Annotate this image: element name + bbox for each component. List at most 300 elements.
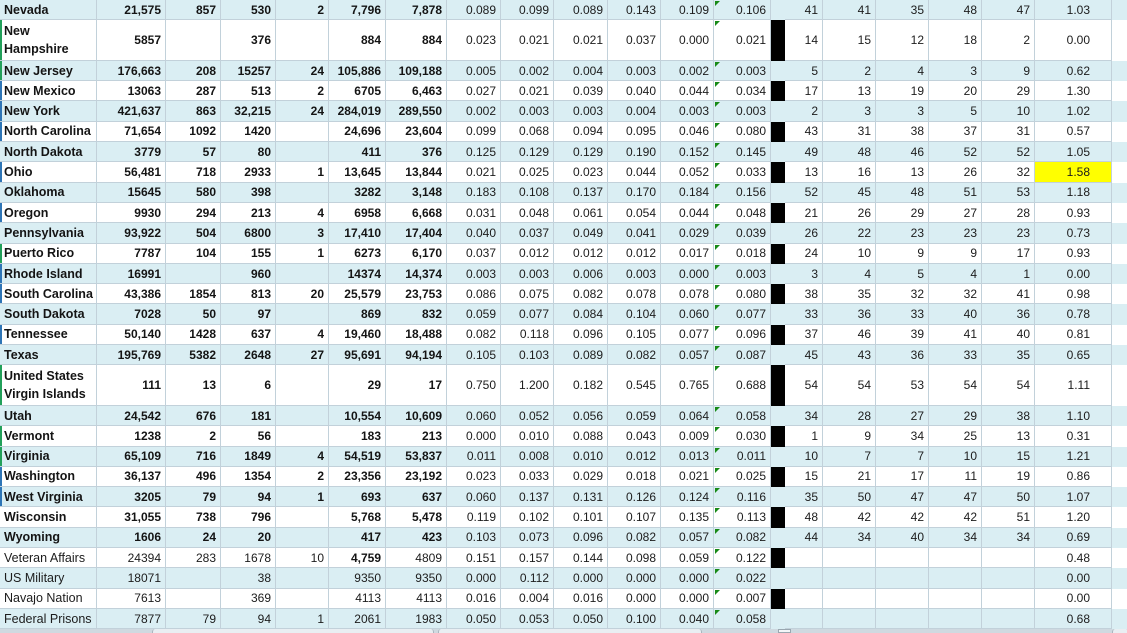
rank-cell[interactable] <box>785 589 823 609</box>
value-cell[interactable] <box>661 284 714 304</box>
ratio-cell[interactable] <box>1035 589 1112 609</box>
rank-cell[interactable] <box>823 548 876 568</box>
value-cell[interactable] <box>221 447 276 467</box>
value-cell[interactable] <box>661 487 714 507</box>
state-name-cell[interactable] <box>0 589 97 609</box>
state-name-cell[interactable] <box>0 548 97 568</box>
ratio-cell[interactable] <box>1035 345 1112 365</box>
value-cell[interactable] <box>608 284 661 304</box>
rank-cell[interactable] <box>823 264 876 284</box>
value-cell[interactable] <box>501 568 554 588</box>
rank-cell[interactable] <box>785 426 823 446</box>
value-cell[interactable] <box>661 568 714 588</box>
value-cell[interactable] <box>329 365 386 406</box>
rank-cell[interactable] <box>982 162 1035 182</box>
value-cell[interactable] <box>501 365 554 406</box>
value-cell[interactable] <box>97 447 166 467</box>
value-cell[interactable] <box>554 365 608 406</box>
value-cell[interactable] <box>166 548 221 568</box>
scrollbar-segment[interactable] <box>438 629 702 633</box>
formula-cell[interactable] <box>714 365 771 406</box>
ratio-cell[interactable] <box>1035 0 1112 20</box>
value-cell[interactable] <box>386 101 447 121</box>
value-cell[interactable] <box>97 609 166 629</box>
state-name-cell[interactable] <box>0 142 97 162</box>
state-name-cell[interactable] <box>0 61 97 81</box>
value-cell[interactable] <box>329 406 386 426</box>
value-cell[interactable] <box>221 507 276 527</box>
value-cell[interactable] <box>608 447 661 467</box>
value-cell[interactable] <box>501 122 554 142</box>
state-name-cell[interactable] <box>0 609 97 629</box>
value-cell[interactable] <box>661 528 714 548</box>
highlighted-cell[interactable] <box>1035 162 1112 182</box>
rank-cell[interactable] <box>982 325 1035 345</box>
rank-cell[interactable] <box>982 406 1035 426</box>
rank-cell[interactable] <box>876 609 929 629</box>
value-cell[interactable] <box>276 203 329 223</box>
value-cell[interactable] <box>329 487 386 507</box>
value-cell[interactable] <box>329 223 386 243</box>
state-name-cell[interactable] <box>0 244 97 264</box>
value-cell[interactable] <box>329 284 386 304</box>
rank-cell[interactable] <box>982 244 1035 264</box>
formula-cell[interactable] <box>714 325 771 345</box>
value-cell[interactable] <box>276 223 329 243</box>
value-cell[interactable] <box>97 0 166 20</box>
value-cell[interactable] <box>554 447 608 467</box>
value-cell[interactable] <box>97 244 166 264</box>
value-cell[interactable] <box>97 568 166 588</box>
rank-cell[interactable] <box>929 609 982 629</box>
value-cell[interactable] <box>554 345 608 365</box>
value-cell[interactable] <box>447 223 501 243</box>
state-name-cell[interactable] <box>0 183 97 203</box>
value-cell[interactable] <box>501 264 554 284</box>
value-cell[interactable] <box>447 142 501 162</box>
value-cell[interactable] <box>386 609 447 629</box>
value-cell[interactable] <box>221 467 276 487</box>
rank-cell[interactable] <box>785 20 823 61</box>
rank-cell[interactable] <box>876 61 929 81</box>
value-cell[interactable] <box>447 345 501 365</box>
value-cell[interactable] <box>554 142 608 162</box>
value-cell[interactable] <box>608 264 661 284</box>
value-cell[interactable] <box>501 609 554 629</box>
rank-cell[interactable] <box>929 345 982 365</box>
rank-cell[interactable] <box>823 325 876 345</box>
value-cell[interactable] <box>276 528 329 548</box>
value-cell[interactable] <box>329 589 386 609</box>
value-cell[interactable] <box>608 325 661 345</box>
ratio-cell[interactable] <box>1035 447 1112 467</box>
formula-cell[interactable] <box>714 487 771 507</box>
value-cell[interactable] <box>608 122 661 142</box>
formula-cell[interactable] <box>714 568 771 588</box>
rank-cell[interactable] <box>823 142 876 162</box>
rank-cell[interactable] <box>929 467 982 487</box>
value-cell[interactable] <box>276 142 329 162</box>
rank-cell[interactable] <box>876 162 929 182</box>
value-cell[interactable] <box>501 244 554 264</box>
rank-cell[interactable] <box>929 0 982 20</box>
rank-cell[interactable] <box>982 609 1035 629</box>
value-cell[interactable] <box>447 304 501 324</box>
value-cell[interactable] <box>608 162 661 182</box>
ratio-cell[interactable] <box>1035 20 1112 61</box>
value-cell[interactable] <box>329 81 386 101</box>
value-cell[interactable] <box>329 426 386 446</box>
rank-cell[interactable] <box>785 548 823 568</box>
rank-cell[interactable] <box>876 528 929 548</box>
value-cell[interactable] <box>329 304 386 324</box>
value-cell[interactable] <box>447 507 501 527</box>
value-cell[interactable] <box>386 284 447 304</box>
rank-cell[interactable] <box>982 568 1035 588</box>
formula-cell[interactable] <box>714 183 771 203</box>
value-cell[interactable] <box>501 0 554 20</box>
rank-cell[interactable] <box>823 203 876 223</box>
value-cell[interactable] <box>386 548 447 568</box>
formula-cell[interactable] <box>714 447 771 467</box>
value-cell[interactable] <box>97 507 166 527</box>
value-cell[interactable] <box>447 264 501 284</box>
value-cell[interactable] <box>554 203 608 223</box>
value-cell[interactable] <box>166 609 221 629</box>
value-cell[interactable] <box>166 487 221 507</box>
state-name-cell[interactable] <box>0 568 97 588</box>
rank-cell[interactable] <box>785 264 823 284</box>
value-cell[interactable] <box>97 264 166 284</box>
bottom-scrollbar-strip[interactable] <box>0 629 1127 633</box>
value-cell[interactable] <box>661 122 714 142</box>
value-cell[interactable] <box>97 304 166 324</box>
value-cell[interactable] <box>221 345 276 365</box>
formula-cell[interactable] <box>714 122 771 142</box>
rank-cell[interactable] <box>876 487 929 507</box>
value-cell[interactable] <box>329 264 386 284</box>
ratio-cell[interactable] <box>1035 223 1112 243</box>
formula-cell[interactable] <box>714 162 771 182</box>
value-cell[interactable] <box>166 20 221 61</box>
value-cell[interactable] <box>97 183 166 203</box>
formula-cell[interactable] <box>714 609 771 629</box>
value-cell[interactable] <box>447 122 501 142</box>
value-cell[interactable] <box>97 162 166 182</box>
value-cell[interactable] <box>276 589 329 609</box>
value-cell[interactable] <box>166 447 221 467</box>
value-cell[interactable] <box>447 244 501 264</box>
rank-cell[interactable] <box>929 487 982 507</box>
rank-cell[interactable] <box>785 528 823 548</box>
value-cell[interactable] <box>501 487 554 507</box>
formula-cell[interactable] <box>714 426 771 446</box>
value-cell[interactable] <box>554 81 608 101</box>
rank-cell[interactable] <box>823 406 876 426</box>
value-cell[interactable] <box>447 609 501 629</box>
rank-cell[interactable] <box>876 223 929 243</box>
rank-cell[interactable] <box>982 548 1035 568</box>
value-cell[interactable] <box>661 447 714 467</box>
value-cell[interactable] <box>447 81 501 101</box>
rank-cell[interactable] <box>982 223 1035 243</box>
value-cell[interactable] <box>386 325 447 345</box>
rank-cell[interactable] <box>982 122 1035 142</box>
value-cell[interactable] <box>501 406 554 426</box>
rank-cell[interactable] <box>785 61 823 81</box>
rank-cell[interactable] <box>876 507 929 527</box>
rank-cell[interactable] <box>823 426 876 446</box>
state-name-cell[interactable] <box>0 264 97 284</box>
value-cell[interactable] <box>166 264 221 284</box>
value-cell[interactable] <box>276 101 329 121</box>
state-name-cell[interactable] <box>0 223 97 243</box>
state-name-cell[interactable] <box>0 426 97 446</box>
value-cell[interactable] <box>329 467 386 487</box>
value-cell[interactable] <box>608 61 661 81</box>
formula-cell[interactable] <box>714 589 771 609</box>
value-cell[interactable] <box>661 20 714 61</box>
value-cell[interactable] <box>329 203 386 223</box>
rank-cell[interactable] <box>929 81 982 101</box>
formula-cell[interactable] <box>714 467 771 487</box>
value-cell[interactable] <box>97 203 166 223</box>
formula-cell[interactable] <box>714 507 771 527</box>
value-cell[interactable] <box>608 223 661 243</box>
value-cell[interactable] <box>447 365 501 406</box>
state-name-cell[interactable] <box>0 304 97 324</box>
value-cell[interactable] <box>386 81 447 101</box>
value-cell[interactable] <box>608 345 661 365</box>
value-cell[interactable] <box>276 548 329 568</box>
value-cell[interactable] <box>386 406 447 426</box>
value-cell[interactable] <box>221 244 276 264</box>
rank-cell[interactable] <box>876 264 929 284</box>
value-cell[interactable] <box>97 345 166 365</box>
value-cell[interactable] <box>97 223 166 243</box>
value-cell[interactable] <box>329 101 386 121</box>
formula-cell[interactable] <box>714 101 771 121</box>
rank-cell[interactable] <box>823 528 876 548</box>
value-cell[interactable] <box>97 81 166 101</box>
value-cell[interactable] <box>329 548 386 568</box>
formula-cell[interactable] <box>714 81 771 101</box>
value-cell[interactable] <box>329 609 386 629</box>
state-name-cell[interactable] <box>0 203 97 223</box>
value-cell[interactable] <box>447 548 501 568</box>
rank-cell[interactable] <box>929 183 982 203</box>
formula-cell[interactable] <box>714 345 771 365</box>
formula-cell[interactable] <box>714 406 771 426</box>
rank-cell[interactable] <box>785 162 823 182</box>
value-cell[interactable] <box>386 467 447 487</box>
rank-cell[interactable] <box>876 406 929 426</box>
ratio-cell[interactable] <box>1035 81 1112 101</box>
formula-cell[interactable] <box>714 548 771 568</box>
value-cell[interactable] <box>608 244 661 264</box>
state-name-cell[interactable] <box>0 365 97 406</box>
ratio-cell[interactable] <box>1035 609 1112 629</box>
value-cell[interactable] <box>166 365 221 406</box>
rank-cell[interactable] <box>929 284 982 304</box>
value-cell[interactable] <box>554 284 608 304</box>
value-cell[interactable] <box>447 183 501 203</box>
value-cell[interactable] <box>97 467 166 487</box>
value-cell[interactable] <box>501 162 554 182</box>
rank-cell[interactable] <box>982 0 1035 20</box>
value-cell[interactable] <box>554 406 608 426</box>
value-cell[interactable] <box>166 406 221 426</box>
rank-cell[interactable] <box>876 81 929 101</box>
rank-cell[interactable] <box>982 142 1035 162</box>
state-name-cell[interactable] <box>0 406 97 426</box>
ratio-cell[interactable] <box>1035 467 1112 487</box>
value-cell[interactable] <box>329 244 386 264</box>
value-cell[interactable] <box>501 507 554 527</box>
value-cell[interactable] <box>661 507 714 527</box>
value-cell[interactable] <box>447 528 501 548</box>
value-cell[interactable] <box>501 345 554 365</box>
value-cell[interactable] <box>221 568 276 588</box>
state-name-cell[interactable] <box>0 528 97 548</box>
value-cell[interactable] <box>608 609 661 629</box>
value-cell[interactable] <box>329 122 386 142</box>
rank-cell[interactable] <box>876 101 929 121</box>
formula-cell[interactable] <box>714 223 771 243</box>
value-cell[interactable] <box>386 528 447 548</box>
value-cell[interactable] <box>221 406 276 426</box>
ratio-cell[interactable] <box>1035 528 1112 548</box>
value-cell[interactable] <box>276 20 329 61</box>
formula-cell[interactable] <box>714 203 771 223</box>
rank-cell[interactable] <box>929 162 982 182</box>
rank-cell[interactable] <box>929 61 982 81</box>
ratio-cell[interactable] <box>1035 61 1112 81</box>
value-cell[interactable] <box>501 20 554 61</box>
rank-cell[interactable] <box>876 589 929 609</box>
value-cell[interactable] <box>221 284 276 304</box>
value-cell[interactable] <box>501 589 554 609</box>
rank-cell[interactable] <box>929 264 982 284</box>
rank-cell[interactable] <box>982 264 1035 284</box>
value-cell[interactable] <box>386 507 447 527</box>
state-name-cell[interactable] <box>0 122 97 142</box>
ratio-cell[interactable] <box>1035 507 1112 527</box>
formula-cell[interactable] <box>714 142 771 162</box>
value-cell[interactable] <box>501 223 554 243</box>
rank-cell[interactable] <box>876 325 929 345</box>
rank-cell[interactable] <box>823 365 876 406</box>
value-cell[interactable] <box>554 304 608 324</box>
value-cell[interactable] <box>276 162 329 182</box>
ratio-cell[interactable] <box>1035 304 1112 324</box>
value-cell[interactable] <box>608 507 661 527</box>
ratio-cell[interactable] <box>1035 284 1112 304</box>
value-cell[interactable] <box>166 142 221 162</box>
value-cell[interactable] <box>501 61 554 81</box>
state-name-cell[interactable] <box>0 325 97 345</box>
rank-cell[interactable] <box>823 467 876 487</box>
value-cell[interactable] <box>386 568 447 588</box>
rank-cell[interactable] <box>929 101 982 121</box>
value-cell[interactable] <box>97 365 166 406</box>
value-cell[interactable] <box>97 61 166 81</box>
value-cell[interactable] <box>608 467 661 487</box>
value-cell[interactable] <box>386 589 447 609</box>
value-cell[interactable] <box>554 101 608 121</box>
value-cell[interactable] <box>221 426 276 446</box>
value-cell[interactable] <box>329 507 386 527</box>
value-cell[interactable] <box>221 162 276 182</box>
value-cell[interactable] <box>661 101 714 121</box>
formula-cell[interactable] <box>714 264 771 284</box>
value-cell[interactable] <box>661 203 714 223</box>
value-cell[interactable] <box>386 122 447 142</box>
value-cell[interactable] <box>221 81 276 101</box>
rank-cell[interactable] <box>785 325 823 345</box>
rank-cell[interactable] <box>929 528 982 548</box>
rank-cell[interactable] <box>823 223 876 243</box>
value-cell[interactable] <box>661 244 714 264</box>
value-cell[interactable] <box>501 304 554 324</box>
value-cell[interactable] <box>97 142 166 162</box>
value-cell[interactable] <box>661 223 714 243</box>
value-cell[interactable] <box>608 0 661 20</box>
rank-cell[interactable] <box>785 345 823 365</box>
value-cell[interactable] <box>166 223 221 243</box>
value-cell[interactable] <box>608 528 661 548</box>
value-cell[interactable] <box>608 183 661 203</box>
value-cell[interactable] <box>276 304 329 324</box>
rank-cell[interactable] <box>876 284 929 304</box>
rank-cell[interactable] <box>876 548 929 568</box>
rank-cell[interactable] <box>929 244 982 264</box>
rank-cell[interactable] <box>982 61 1035 81</box>
rank-cell[interactable] <box>823 304 876 324</box>
value-cell[interactable] <box>97 406 166 426</box>
value-cell[interactable] <box>329 568 386 588</box>
value-cell[interactable] <box>661 426 714 446</box>
rank-cell[interactable] <box>929 325 982 345</box>
value-cell[interactable] <box>554 264 608 284</box>
rank-cell[interactable] <box>929 426 982 446</box>
value-cell[interactable] <box>608 20 661 61</box>
state-name-cell[interactable] <box>0 447 97 467</box>
value-cell[interactable] <box>661 0 714 20</box>
ratio-cell[interactable] <box>1035 568 1112 588</box>
value-cell[interactable] <box>608 589 661 609</box>
value-cell[interactable] <box>554 528 608 548</box>
rank-cell[interactable] <box>823 183 876 203</box>
value-cell[interactable] <box>386 264 447 284</box>
value-cell[interactable] <box>447 101 501 121</box>
value-cell[interactable] <box>166 81 221 101</box>
value-cell[interactable] <box>276 61 329 81</box>
rank-cell[interactable] <box>876 447 929 467</box>
value-cell[interactable] <box>447 447 501 467</box>
value-cell[interactable] <box>97 325 166 345</box>
value-cell[interactable] <box>386 223 447 243</box>
value-cell[interactable] <box>661 589 714 609</box>
value-cell[interactable] <box>329 162 386 182</box>
rank-cell[interactable] <box>876 142 929 162</box>
value-cell[interactable] <box>386 142 447 162</box>
formula-cell[interactable] <box>714 528 771 548</box>
value-cell[interactable] <box>166 325 221 345</box>
value-cell[interactable] <box>166 304 221 324</box>
rank-cell[interactable] <box>785 365 823 406</box>
value-cell[interactable] <box>661 325 714 345</box>
